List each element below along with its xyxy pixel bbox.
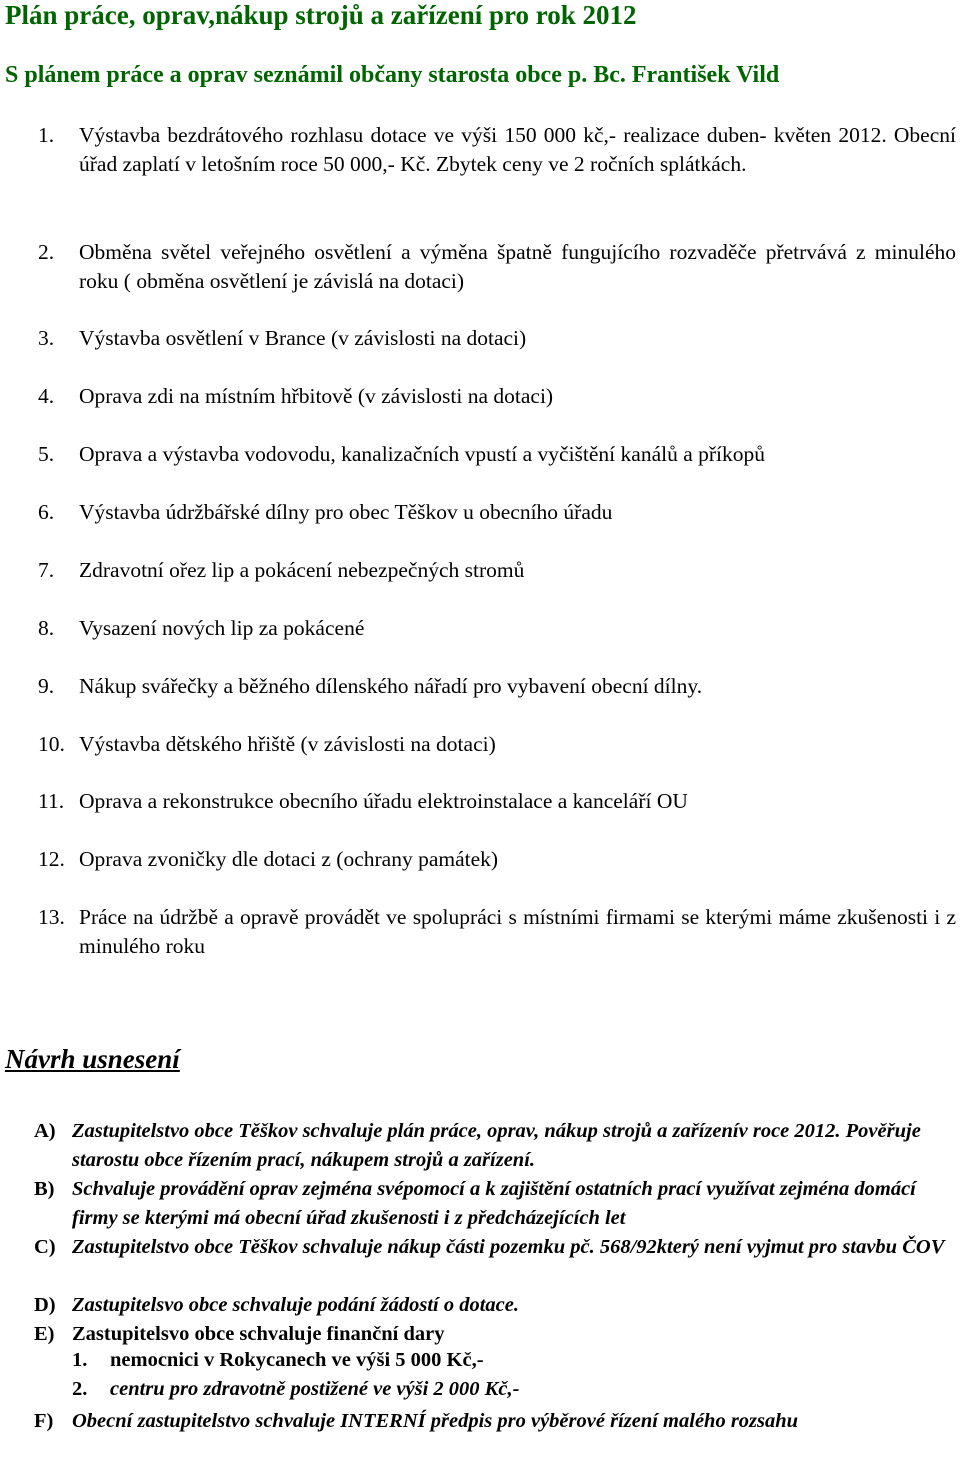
item-number: 9. xyxy=(38,674,55,698)
list-item xyxy=(38,614,956,643)
resolution-item xyxy=(34,1291,956,1320)
item-number: 11. xyxy=(38,789,65,813)
gift-text: centru pro zdravotně postižené ve výši 2 000 Kč,- xyxy=(110,1378,520,1400)
list-item xyxy=(38,238,956,296)
item-text: Oprava zvoničky dle dotaci z (ochrany památek) xyxy=(79,847,499,871)
list-item xyxy=(38,730,956,759)
list-item xyxy=(38,556,956,585)
resolution-item xyxy=(34,1117,956,1175)
item-number: 2. xyxy=(38,240,55,264)
item-text: Práce na údržbě a opravě provádět ve spolupráci s místními firmami se kterými máme zkušenosti i z minulého roku xyxy=(79,905,956,958)
item-number: 4. xyxy=(38,384,55,408)
resolution-text: Zastupitelstvo obce Těškov schvaluje nákup části pozemku pč. 568/92který není vyjmut pro stavbu ČOV xyxy=(72,1236,945,1258)
list-item xyxy=(38,845,956,874)
item-text: Oprava a rekonstrukce obecního úřadu elektroinstalace a kanceláří OU xyxy=(79,789,688,813)
list-item xyxy=(38,903,956,961)
item-number: 1. xyxy=(38,123,55,147)
item-number: 8. xyxy=(38,616,55,640)
list-item xyxy=(38,440,956,469)
gift-number: 2. xyxy=(72,1378,88,1400)
item-text: Výstavba osvětlení v Brance (v závislosti na dotaci) xyxy=(79,326,527,350)
resolution-letter: B) xyxy=(34,1178,55,1200)
list-item xyxy=(38,498,956,527)
item-text: Výstavba bezdrátového rozhlasu dotace ve výši 150 000 kč,- realizace duben- květen 2012. Obecní úřad zaplatí v letošním roce 50 000,- Kč. Zbytek ceny ve 2 ročních splátkách. xyxy=(79,123,956,176)
resolution-text: Zastupitelstvo obce Těškov schvaluje plán práce, oprav, nákup strojů a zařízenív roce 2012. Pověřuje starostu obce řízením prací, nákupem strojů a zařízení. xyxy=(72,1120,921,1171)
gift-text: nemocnici v Rokycanech ve výši 5 000 Kč,- xyxy=(110,1349,484,1371)
item-number: 3. xyxy=(38,326,55,350)
list-item xyxy=(38,121,956,179)
item-text: Zdravotní ořez lip a pokácení nebezpečných stromů xyxy=(79,558,525,582)
item-text: Nákup svářečky a běžného dílenského nářadí pro vybavení obecní dílny. xyxy=(79,674,703,698)
page-subtitle: S plánem práce a oprav seznámil občany starosta obce p. Bc. František Vild xyxy=(5,62,780,88)
gift-item xyxy=(72,1378,519,1401)
resolution-letter: D) xyxy=(34,1294,56,1316)
item-number: 6. xyxy=(38,500,55,524)
resolution-item xyxy=(34,1233,956,1262)
item-text: Oprava zdi na místním hřbitově (v závislosti na dotaci) xyxy=(79,384,554,408)
resolution-item xyxy=(34,1175,956,1233)
resolution-item xyxy=(34,1407,956,1436)
resolution-heading: Návrh usnesení xyxy=(5,1044,180,1074)
item-text: Obměna světel veřejného osvětlení a výměna špatně fungujícího rozvaděče přetrvává z minulého roku ( obměna osvětlení je závislá na dotaci) xyxy=(79,240,956,293)
item-text: Výstavba dětského hřiště (v závislosti na dotaci) xyxy=(79,732,496,756)
resolution-text: Zastupitelsvo obce schvaluje podání žádostí o dotace. xyxy=(72,1294,519,1316)
gift-item xyxy=(72,1349,484,1372)
item-text: Výstavba údržbářské dílny pro obec Těškov u obecního úřadu xyxy=(79,500,613,524)
resolution-item xyxy=(34,1320,956,1349)
resolution-letter: C) xyxy=(34,1236,56,1258)
item-text: Vysazení nových lip za pokácené xyxy=(79,616,365,640)
page-title: Plán práce, oprav,nákup strojů a zařízení pro rok 2012 xyxy=(5,0,637,30)
item-text: Oprava a výstavba vodovodu, kanalizačních vpustí a vyčištění kanálů a příkopů xyxy=(79,442,766,466)
resolution-text: Schvaluje provádění oprav zejména svépomocí a k zajištění ostatních prací využívat zejména domácí firmy se kterými má obecní úřad zkušenosti i z předcházejících let xyxy=(72,1178,916,1229)
item-number: 10. xyxy=(38,732,65,756)
resolution-letter: F) xyxy=(34,1410,54,1432)
list-item xyxy=(38,382,956,411)
item-number: 13. xyxy=(38,905,65,929)
resolution-letter: A) xyxy=(34,1120,56,1142)
resolution-text: Obecní zastupitelstvo schvaluje INTERNÍ předpis pro výběrové řízení malého rozsahu xyxy=(72,1410,799,1432)
resolution-letter: E) xyxy=(34,1323,55,1345)
list-item xyxy=(38,672,956,701)
item-number: 12. xyxy=(38,847,65,871)
item-number: 7. xyxy=(38,558,55,582)
item-number: 5. xyxy=(38,442,55,466)
list-item xyxy=(38,324,956,353)
list-item xyxy=(38,787,956,816)
gift-number: 1. xyxy=(72,1349,88,1371)
resolution-text: Zastupitelsvo obce schvaluje finanční dary xyxy=(72,1323,445,1345)
